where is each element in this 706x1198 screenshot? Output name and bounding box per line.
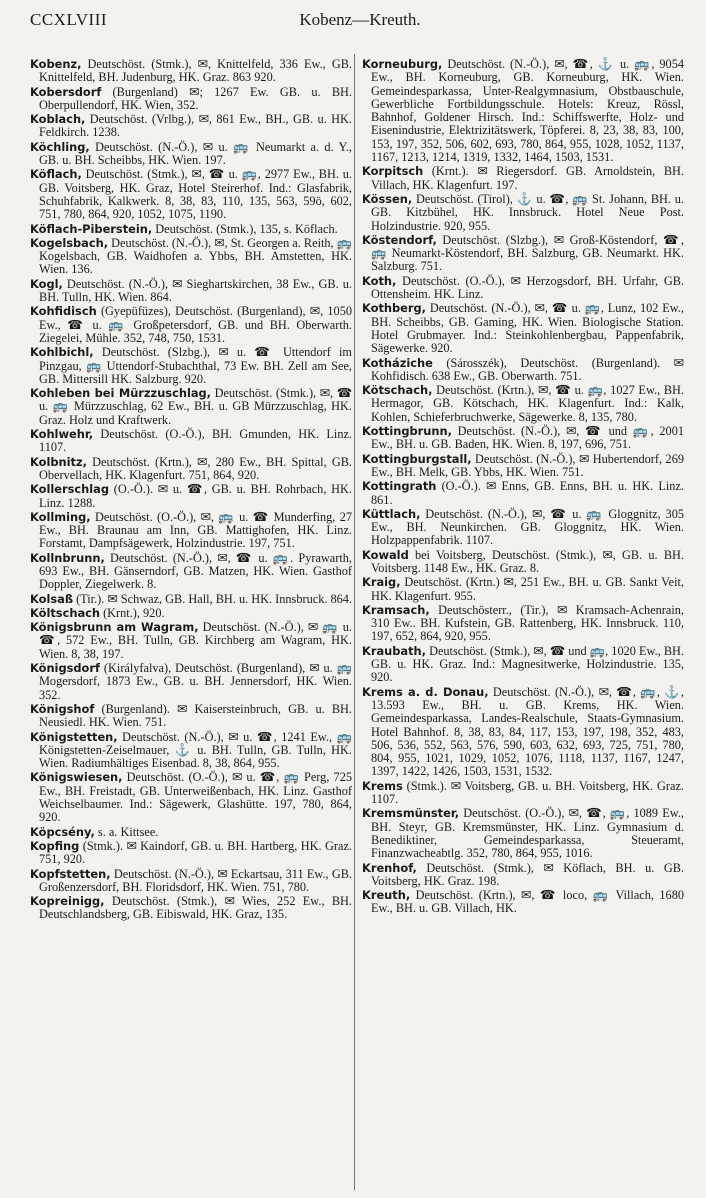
entry-text: Deutschöst. (N.-Ö.), ✉, ☎, 🚌, ⚓, 13.593 Ew., BH. u. GB. Krems, HK. Wien. Gemeindesparkassa, Landes-Realschule, Staats-Gymnasium. Hotel Bahnhof. 8, 38, 83, 84, 117, 153, 197, 198, 352, 483, 506, 536, 552, 563, 576, 590, 603, 632, 693, 725, 751, 780, 804, 955, 1021, 1029, 1052, 1076, 1118, 1137, 1167, 1247, 1397, 1422, 1426, 1503, 1531, 1532. (371, 684, 684, 779)
entry-headword: Kolsaß (30, 591, 74, 606)
place-entry (362, 302, 684, 355)
place-entry (362, 549, 684, 576)
entry-headword: Kopfstetten, (30, 866, 111, 881)
entry-text: (Krnt.). ✉ Riegersdorf. GB. Arnoldstein, BH. Villach, HK. Klagenfurt. 197. (371, 164, 684, 192)
place-entry (30, 731, 352, 771)
page-number: CCXLVIII (30, 10, 108, 29)
entry-text: Deutschösterr., (Tir.), ✉ Kramsach-Achenrain, 310 Ew.. BH. Kufstein, GB. Rattenberg, HK. Innsbruck. 110, 197, 652, 864, 920, 955. (371, 602, 684, 644)
entry-headword: Kottingbrunn, (362, 424, 452, 439)
entry-text: Deutschöst. (O.-Ö.), BH. Gmunden, HK. Linz. 1107. (39, 427, 352, 455)
entry-text: Deutschöst. (Stmk.), ✉, ☎ u. 🚌 Mürzzuschlag, 62 Ew., BH. u. GB Mürzzuschlag, HK. Graz. Holz und Kraftwerk. (39, 386, 352, 427)
entry-text: (Stmk.). ✉ Kaindorf, GB. u. BH. Hartberg, HK. Graz. 751, 920. (39, 838, 352, 867)
entry-headword: Köchling, (30, 139, 90, 154)
place-entry (30, 58, 352, 85)
entry-headword: Kobenz, (30, 57, 82, 71)
entry-headword: Kopfing (30, 838, 80, 853)
entry-text: (Stmk.). ✉ Voitsberg, GB. u. BH. Voitsberg, HK. Graz. 1107. (371, 778, 684, 807)
entry-text: Deutschöst. (Stmk.), ✉ Köflach, BH. u. GB. Voitsberg, HK. Graz. 198. (371, 860, 684, 888)
entry-text: Deutschöst. (O.-Ö.), ✉ u. ☎, 🚌 Perg, 725 Ew., BH. Freistadt, GB. Unterweißenbach, HK. Linz. Gasthof Weichselbaumer. Ind.: Sägewerk, Glashütte. 197, 780, 864, 920. (39, 770, 352, 825)
entry-headword: Kohlbichl, (30, 345, 94, 360)
place-entry (362, 889, 684, 916)
entry-headword: Küttlach, (362, 506, 421, 521)
entry-headword: Kohleben bei Mürzzuschlag, (30, 386, 212, 401)
entry-headword: Kollnbrunn, (30, 550, 105, 565)
place-entry (30, 278, 352, 305)
place-entry (362, 645, 684, 685)
place-entry (30, 511, 352, 551)
entry-headword: Kottingburgstall, (362, 451, 472, 466)
place-entry (362, 58, 684, 164)
entry-text: Deutschöst. (Slzbg.), ✉ u. ☎ Uttendorf im Pinzgau, 🚌 Uttendorf-Stubachthal, 73 Ew. BH. Zell am See, GB. Mittersill HK. Salzburg. 920. (39, 345, 352, 386)
place-entry (30, 662, 352, 702)
entry-text: (Burgenland) ✉; 1267 Ew. GB. u. BH. Oberpullendorf, HK. Wien, 352. (39, 84, 352, 112)
place-entry (30, 141, 352, 168)
place-entry (362, 780, 684, 807)
place-entry (362, 508, 684, 548)
column-divider (354, 54, 355, 1190)
place-entry (362, 686, 684, 779)
entry-text: Deutschöst. (N.-Ö.), ✉, ☎ u. 🚌, Lunz, 102 Ew., BH. Scheibbs, GB. Gaming, HK. Wien. Biologische Station. Hotel Grubmayer. Ind.: Steinkohlenbergbau, Pappenfabrik, Sägewerke. 920. (371, 301, 684, 356)
entry-headword: Kötschach, (362, 383, 433, 398)
place-entry (362, 357, 684, 384)
place-entry (362, 384, 684, 424)
entry-text: (Tir.). ✉ Schwaz, GB. Hall, BH. u. HK. Innsbruck. 864. (73, 591, 353, 606)
entry-headword: Köflach-Piberstein, (30, 221, 153, 236)
entry-headword: Kothberg, (362, 301, 426, 316)
entry-headword: Königsdorf (30, 661, 100, 676)
place-entry (30, 840, 352, 867)
entry-headword: Kotháziche (362, 355, 433, 370)
entry-headword: Königsbrunn am Wagram, (30, 620, 199, 635)
entry-headword: Kraubath, (362, 643, 426, 658)
entry-text: Deutschöst. (N.-Ö.), ✉, ☎ und 🚌, 2001 Ew., BH. u. GB. Baden, HK. Wien. 8, 197, 696, 751. (371, 424, 684, 452)
entry-text: (Burgenland). ✉ Kaisersteinbruch, GB. u. BH. Neusiedl. HK. Wien. 751. (39, 701, 352, 730)
entry-text: Deutschöst. (N.-Ö.), ✉ Hubertendorf, 269 Ew., BH. Melk, GB. Ybbs, HK. Wien. 751. (371, 451, 684, 479)
place-entry (30, 346, 352, 386)
entry-headword: Kobersdorf (30, 84, 102, 99)
entry-headword: Kolbnitz, (30, 454, 87, 469)
entry-headword: Krems (362, 778, 403, 793)
entry-text: Deutschöst. (Krtn.) ✉, 251 Ew., BH. u. GB. Sankt Veit, HK. Klagenfurt. 955. (371, 575, 684, 603)
entry-text: Deutschöst. (N.-Ö.), ✉ u. 🚌 Neumarkt a. d. Y., GB. u. BH. Scheibbs, HK. Wien. 197. (39, 139, 352, 168)
entry-text: Deutschöst. (O.-Ö.), ✉, 🚌 u. ☎ Munderfing, 27 Ew., BH. Braunau am Inn, GB. Mattighofen, HK. Linz. Forstamt, Dampfsägewerk, Holzindustrie. 197, 751. (39, 509, 352, 551)
entry-text: Deutschöst. (N.-Ö.), ✉ u. ☎, 1241 Ew., 🚌 Königstetten-Zeiselmauer, ⚓ u. BH. Tulln, GB. Tulln, HK. Wien. Radiumhältiges Eisenbad. 8, 38, 864, 955. (39, 729, 352, 771)
entry-headword: Korneuburg, (362, 57, 443, 71)
place-entry (30, 113, 352, 140)
running-title: Kobenz—Kreuth. (299, 10, 421, 29)
place-entry (362, 275, 684, 302)
entry-headword: Kopreinigg, (30, 894, 105, 909)
place-entry (362, 862, 684, 889)
entry-headword: Kohfidisch (30, 304, 97, 319)
entry-text: bei Voitsberg, Deutschöst. (Stmk.), ✉, GB. u. BH. Voitsberg. 1148 Ew., HK. Graz. 8. (371, 547, 684, 575)
place-entry (30, 771, 352, 824)
entry-text: Deutschöst. (O.-Ö.), ✉ Herzogsdorf, BH. Urfahr, GB. Ottensheim. HK. Linz. (371, 273, 684, 302)
place-entry (362, 807, 684, 860)
place-entry (30, 826, 352, 839)
place-entry (30, 223, 352, 236)
entry-headword: Krenhof, (362, 860, 417, 875)
entry-text: Deutschöst. (N.-Ö.), ✉, ☎ u. 🚌 Gloggnitz, 305 Ew., BH. Neunkirchen. GB. Gloggnitz, HK. Wien. Holzpappenfabrik. 1107. (371, 506, 684, 548)
place-entry (362, 193, 684, 233)
entry-headword: Költschach (30, 605, 100, 620)
left-column (30, 58, 352, 923)
entry-headword: Krems a. d. Donau, (362, 684, 489, 699)
entry-headword: Köstendorf, (362, 232, 437, 247)
place-entry (30, 621, 352, 661)
entry-text: (Sárosszék), Deutschöst. (Burgenland). ✉ Kohfidisch. 638 Ew., GB. Oberwarth. 751. (371, 355, 684, 383)
entry-text: Deutschöst. (N.-Ö.), ✉ 🚌 u. ☎, 572 Ew., BH. Tulln, GB. Kirchberg am Wagram, HK. Wien. 8, 38, 197. (39, 620, 352, 661)
place-entry (30, 428, 352, 455)
entry-text: Deutschöst. (N.-Ö.), ✉ Sieghartskirchen, 38 Ew., GB. u. BH. Tulln, HK. Wien. 864. (39, 276, 352, 305)
place-entry (30, 305, 352, 345)
entry-headword: Kramsach, (362, 602, 430, 617)
place-entry (30, 86, 352, 113)
entry-text: Deutschöst. (Krtn.), ✉, ☎ u. 🚌, 1027 Ew., BH. Hermagor, GB. Kötschach, HK. Klagenfurt. Ind.: Kalk, Kohlen, Schieferbruchwerke, Sägewerke. 8, 135, 780. (371, 383, 684, 424)
entry-text: Deutschöst. (O.-Ö.), ✉, ☎, 🚌, 1089 Ew., BH. Steyr, GB. Kremsmünster, HK. Linz. Gymnasium d. Benediktiner, Gemeindesparkassa, Steueramt, Finanzwacheabtlg. 352, 780, 864, 955, 1016. (371, 806, 684, 861)
entry-text: Deutschöst. (Vrlbg.), ✉, 861 Ew., BH., GB. u. HK. Feldkirch. 1238. (39, 112, 352, 140)
entry-headword: Koth, (362, 273, 397, 288)
entry-headword: Kollerschlag (30, 482, 109, 497)
entry-text: (Királyfalva), Deutschöst. (Burgenland), ✉ u. 🚌 Mogersdorf, 1873 Ew., GB. u. BH. Jennersdorf, HK. Wien. 352. (39, 661, 352, 702)
entry-headword: Kottingrath (362, 479, 437, 494)
entry-headword: Köpcsény, (30, 824, 95, 839)
entry-text: (Gyepüfüzes), Deutschöst. (Burgenland), ✉, 1050 Ew., ☎ u. 🚌 Großpetersdorf, GB. und BH. Oberwarth. Ziegelei, Mühle. 352, 748, 750, 1531. (39, 304, 352, 345)
entry-text: Deutschöst. (N.-Ö.), ✉ Eckartsau, 311 Ew., GB. Großenzersdorf, BH. Floridsdorf, HK. Wien. 751, 780. (39, 866, 352, 894)
right-column (362, 58, 684, 917)
entry-text: Deutschöst. (N.-Ö.), ✉, ☎, ⚓ u. 🚌, 9054 Ew., BH. Korneuburg, GB. Korneuburg, HK. Wien. Gemeindesparkassa, Unter-Realgymnasium, Obstbauschule, Gewerbliche Fortbildungsschule. Hotels: Kreuz, Rössl, Bahnhof, Goldener Hirsch. Ind.: Schiffswerfte, Holz- und Eisenindustrie, Elektrizitätswerk, Töpferei. 8, 23, 38, 83, 100, 153, 197, 352, 506, 602, 693, 780, 864, 955, 1028, 1052, 1137, 1167, 1213, 1214, 1319, 1332, 1464, 1503, 1531. (371, 57, 684, 165)
entry-text: Deutschöst. (Stmk.), 135, s. Köflach. (152, 221, 338, 236)
entry-text: (Krnt.), 920. (100, 605, 165, 620)
place-entry (30, 552, 352, 592)
place-entry (362, 234, 684, 274)
entry-headword: Köflach, (30, 167, 82, 182)
place-entry (30, 387, 352, 427)
entry-headword: Korpitsch (362, 164, 424, 179)
entry-headword: Kogelsbach, (30, 235, 109, 250)
entry-headword: Kreuth, (362, 888, 411, 903)
entry-headword: Kössen, (362, 191, 413, 206)
entry-text: Deutschöst. (N.-Ö.), ✉, St. Georgen a. Reith, 🚌 Kogelsbach, GB. Waidhofen a. Ybbs, BH. Amstetten, HK. Wien. 136. (39, 235, 353, 277)
place-entry (30, 168, 352, 221)
place-entry (362, 604, 684, 644)
entry-text: Deutschöst. (Slzbg.), ✉ Groß-Köstendorf, ☎, 🚌 Neumarkt-Köstendorf, BH. Salzburg, GB. Neumarkt. HK. Salzburg. 751. (371, 232, 684, 274)
place-entry (30, 703, 352, 730)
place-entry (30, 607, 352, 620)
place-entry (362, 480, 684, 507)
entry-headword: Königshof (30, 701, 95, 716)
place-entry (362, 165, 684, 192)
entry-text: Deutschöst. (Krtn.), ✉, 280 Ew., BH. Spittal, GB. Obervellach, HK. Klagenfurt. 751, 864, 920. (39, 454, 352, 482)
entry-text: (O.-Ö.). ✉ u. ☎, GB. u. BH. Rohrbach, HK. Linz. 1288. (39, 482, 352, 510)
entry-headword: Kraig, (362, 575, 401, 590)
entry-headword: Kollming, (30, 509, 91, 524)
entry-text: Deutschöst. (Stmk.), ✉, Knittelfeld, 336 Ew., GB. Knittelfeld, BH. Judenburg, HK. Graz. 863 920. (39, 57, 352, 85)
entry-text: Deutschöst. (Stmk.), ✉, ☎ und 🚌, 1020 Ew., BH. GB. u. HK. Graz. Ind.: Magnesitwerke, Holzindustrie. 135, 920. (371, 643, 684, 685)
entry-headword: Kohlwehr, (30, 427, 94, 442)
place-entry (30, 456, 352, 483)
entry-text: Deutschöst. (Krtn.), ✉, ☎ loco, 🚌 Villach, 1680 Ew., BH. u. GB. Villach, HK. (371, 888, 684, 916)
place-entry (30, 593, 352, 606)
place-entry (362, 576, 684, 603)
entry-headword: Koblach, (30, 112, 86, 127)
entry-text: Deutschöst. (Tirol), ⚓ u. ☎, 🚌 St. Johann, BH. u. GB. Kitzbühel, HK. Innsbruck. Hotel Neue Post. Holzindustrie. 920, 955. (371, 191, 684, 233)
page-header (30, 6, 690, 34)
place-entry (30, 237, 352, 277)
entry-text: Deutschöst. (Stmk.), ✉ Wies, 252 Ew., BH. Deutschlandsberg, GB. Eibiswald, HK. Graz, 135. (39, 894, 352, 922)
entry-headword: Königswiesen, (30, 770, 123, 785)
place-entry (30, 483, 352, 510)
place-entry (362, 425, 684, 452)
place-entry (362, 453, 684, 480)
entry-headword: Kowald (362, 547, 409, 562)
entry-text: s. a. Kittsee. (94, 824, 159, 839)
entry-text: Deutschöst. (Stmk.), ✉, ☎ u. 🚌, 2977 Ew., BH. u. GB. Voitsberg, HK. Graz, Hotel Steirerhof. Ind.: Glasfabrik, Schuhfabrik, Kalkwerk. 8, 38, 83, 110, 135, 563, 59ö, 602, 751, 780, 864, 920, 1052, 1075, 1190. (39, 167, 352, 222)
entry-headword: Kremsmünster, (362, 806, 460, 821)
entry-headword: Königstetten, (30, 729, 118, 744)
entry-text: (O.-Ö.). ✉ Enns, GB. Enns, BH. u. HK. Linz. 861. (371, 479, 684, 507)
place-entry (30, 868, 352, 895)
place-entry (30, 895, 352, 922)
entry-headword: Kogl, (30, 276, 63, 291)
entry-text: Deutschöst. (N.-Ö.), ✉, ☎ u. 🚌. Pyrawarth, 693 Ew., BH. Gänserndorf, GB. Matzen, HK. Wien. Gasthof Doppler, Ziegelwerk. 8. (39, 550, 352, 592)
